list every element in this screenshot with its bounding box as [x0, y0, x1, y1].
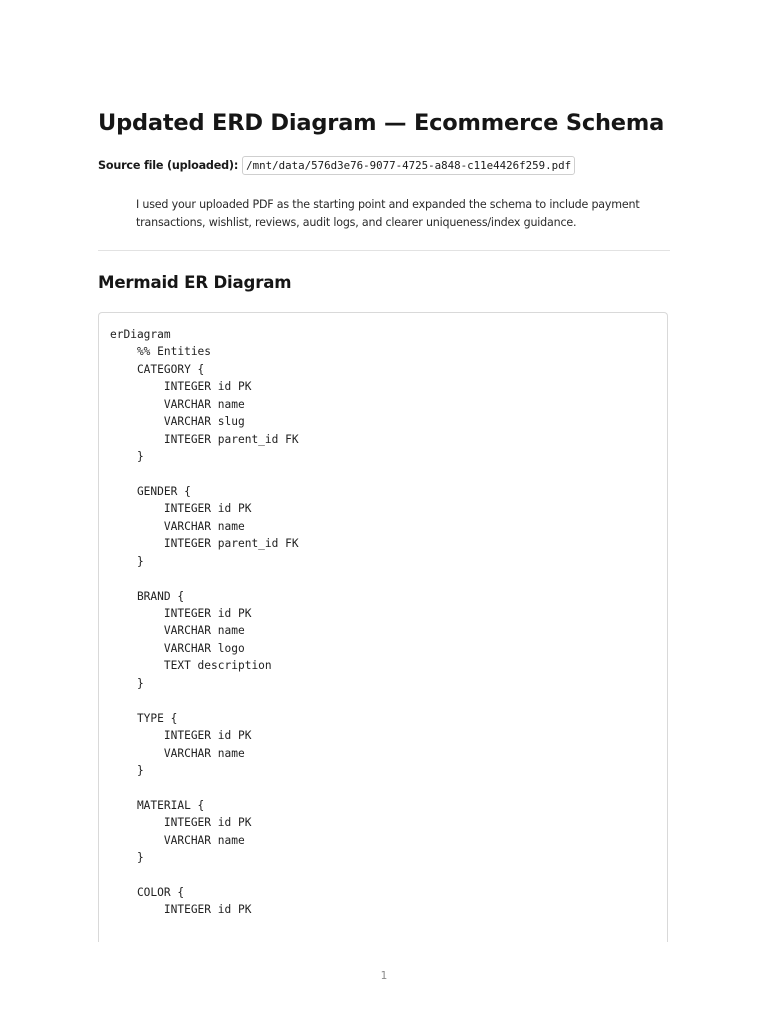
- code-line: COLOR {: [110, 886, 185, 899]
- code-line: INTEGER id PK: [110, 903, 252, 917]
- code-line: VARCHAR name: [110, 624, 245, 638]
- intro-paragraph: I used your uploaded PDF as the starting point and expanded the schema to include payment transactions, wishlist, reviews, audit logs, and clearer uniqueness/index guidance.: [136, 198, 640, 229]
- code-line: MATERIAL {: [110, 798, 205, 812]
- document-page: [98, 0, 670, 1024]
- code-line: }: [110, 763, 144, 777]
- code-line: CATEGORY {: [110, 362, 205, 376]
- code-line: }: [110, 676, 144, 690]
- code-line: TYPE {: [110, 711, 178, 725]
- code-line: [110, 779, 667, 796]
- code-line: VARCHAR name: [110, 746, 245, 760]
- source-file-line: [98, 156, 575, 175]
- code-line: [110, 867, 667, 884]
- code-line: INTEGER parent_id FK: [110, 432, 299, 446]
- section-heading: Mermaid ER Diagram: [98, 273, 292, 292]
- code-line: }: [110, 450, 144, 464]
- code-line: [110, 570, 667, 587]
- code-line: INTEGER id PK: [110, 502, 252, 516]
- code-block-panel: [98, 312, 668, 942]
- code-line: VARCHAR logo: [110, 641, 245, 655]
- code-line: INTEGER id PK: [110, 380, 252, 394]
- mermaid-code-block: [99, 313, 667, 919]
- code-line: [110, 466, 667, 483]
- source-file-path: /mnt/data/576d3e76-9077-4725-a848-c11e4426f259.pdf: [242, 156, 575, 175]
- code-line: VARCHAR slug: [110, 415, 245, 429]
- code-line: %% Entities: [110, 345, 212, 359]
- code-line: INTEGER id PK: [110, 729, 252, 743]
- code-line: VARCHAR name: [110, 833, 245, 847]
- code-line: INTEGER parent_id FK: [110, 537, 299, 551]
- code-line: VARCHAR name: [110, 397, 245, 411]
- document-title: Updated ERD Diagram — Ecommerce Schema: [98, 110, 665, 136]
- code-line: TEXT description: [110, 659, 272, 673]
- code-line: INTEGER id PK: [110, 607, 252, 620]
- code-line: BRAND {: [110, 589, 185, 603]
- code-line: erDiagram: [110, 328, 171, 341]
- page-number: 1: [380, 970, 388, 982]
- source-file-label: Source file (uploaded):: [98, 159, 239, 172]
- code-line: VARCHAR name: [110, 519, 245, 533]
- code-line: [110, 692, 667, 709]
- code-line: GENDER {: [110, 484, 191, 498]
- code-line: INTEGER id PK: [110, 816, 252, 830]
- code-line: }: [110, 851, 144, 865]
- section-divider: [98, 250, 670, 251]
- code-line: }: [110, 554, 144, 568]
